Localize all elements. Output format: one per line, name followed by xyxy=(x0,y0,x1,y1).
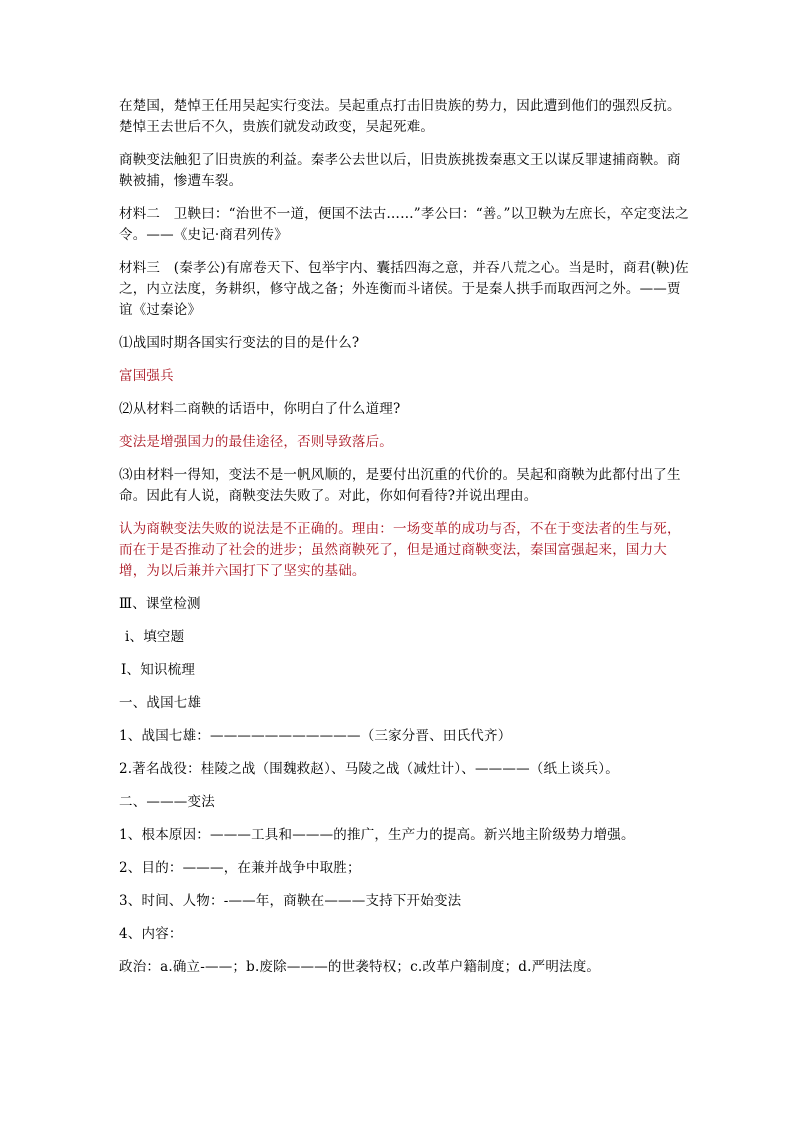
paragraph-shang-yang-fate: 商鞅变法触犯了旧贵族的利益。秦孝公去世以后，旧贵族挑拨秦惠文王以谋反罪逮捕商鞅。商鞅被捕，惨遭车裂。 xyxy=(119,152,681,189)
answer-2: 变法是增强国力的最佳途径，否则导致落后。 xyxy=(119,434,393,450)
heading-reform: 二、———变法 xyxy=(119,794,215,810)
question-2: ⑵从材料二商鞅的话语中，你明白了什么道理? xyxy=(119,401,401,417)
blank-item-seven-states: 1、战国七雄：———————————（三家分晋、田氏代齐） xyxy=(119,728,512,744)
material-three: 材料三 (秦孝公)有席卷天下、包举宇内、囊括四海之意，并吞八荒之心。当是时，商君(鞅)佐之，内立法度，务耕织，修守战之备；外连衡而斗诸侯。于是秦人拱手而取西河之外。——贾谊《过秦论》 xyxy=(119,260,689,318)
paragraph-wu-qi-reform: 在楚国，楚悼王任用吴起实行变法。吴起重点打击旧贵族的势力，因此遭到他们的强烈反抗。楚悼王去世后不久，贵族们就发动政变，吴起死难。 xyxy=(119,98,681,135)
blank-item-purpose: 2、目的：———，在兼并战争中取胜； xyxy=(119,860,361,876)
question-3: ⑶由材料一得知，变法不是一帆风顺的，是要付出沉重的代价的。吴起和商鞅为此都付出了生命。因此有人说，商鞅变法失败了。对此，你如何看待?并说出理由。 xyxy=(119,467,681,504)
blank-item-content: 4、内容： xyxy=(119,926,183,942)
section-heading-class-test: Ⅲ、课堂检测 xyxy=(119,596,201,612)
blank-item-politics: 政治：a.确立-——；b.废除———的世袭特权；c.改革户籍制度；d.严明法度。 xyxy=(119,959,601,975)
blank-item-famous-battles: 2.著名战役：桂陵之战（围魏救赵）、马陵之战（减灶计）、————（纸上谈兵）。 xyxy=(119,761,619,777)
material-two: 材料二 卫鞅曰：“治世不一道，便国不法古……”孝公曰：“善。”以卫鞅为左庶长，卒定变法之令。——《史记·商君列传》 xyxy=(119,206,689,243)
heading-seven-states: 一、战国七雄 xyxy=(119,695,202,711)
blank-item-time-person: 3、时间、人物：-——年，商鞅在———支持下开始变法 xyxy=(119,893,462,909)
section-heading-knowledge: Ⅰ、知识梳理 xyxy=(121,662,196,678)
question-1: ⑴战国时期各国实行变法的目的是什么? xyxy=(119,335,360,351)
blank-item-root-cause: 1、根本原因：———工具和———的推广，生产力的提高。新兴地主阶级势力增强。 xyxy=(119,827,635,843)
section-heading-fill-blank: ⅰ、填空题 xyxy=(125,629,185,645)
answer-1: 富国强兵 xyxy=(119,368,174,384)
document-body xyxy=(119,96,689,990)
answer-3: 认为商鞅变法失败的说法是不正确的。理由：一场变革的成功与否，不在于变法者的生与死，而在于是否推动了社会的进步；虽然商鞅死了，但是通过商鞅变法，秦国富强起来，国力大增，为以后兼并六国打下了坚实的基础。 xyxy=(119,521,681,579)
